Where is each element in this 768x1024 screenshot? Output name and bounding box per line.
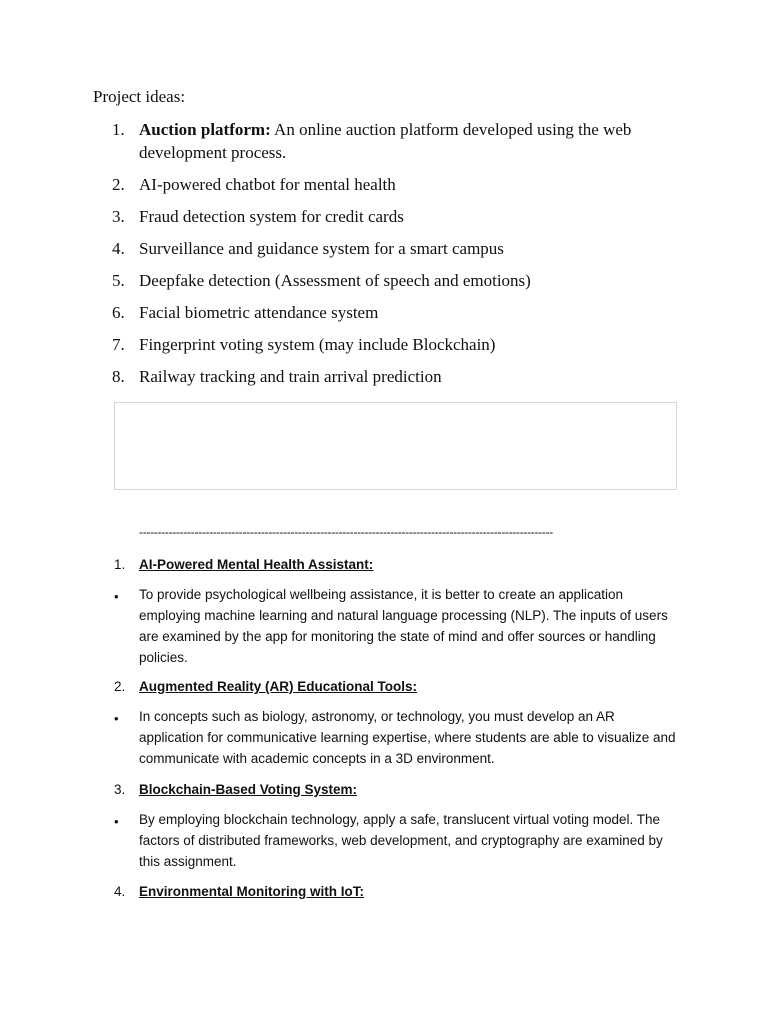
list-item-text: Railway tracking and train arrival prediction <box>139 367 442 386</box>
bullet-icon: • <box>114 814 119 829</box>
list-item-text: Surveillance and guidance system for a smart campus <box>139 239 504 258</box>
list-item <box>112 118 672 164</box>
list-item-text: Deepfake detection (Assessment of speech and emotions) <box>139 271 531 290</box>
list-item-text: AI-powered chatbot for mental health <box>139 175 396 194</box>
list-number: 3. <box>112 207 125 226</box>
list-number: 7. <box>112 335 125 354</box>
bullet-icon: • <box>114 711 119 726</box>
list-item-text: Fingerprint voting system (may include Blockchain) <box>139 335 496 354</box>
page-heading: Project ideas: <box>93 87 186 106</box>
list-item <box>112 365 672 388</box>
list-item <box>112 173 672 196</box>
list-number: 6. <box>112 303 125 322</box>
section-number: 4. <box>114 884 126 899</box>
project-ideas-list <box>112 118 672 397</box>
section-body: By employing blockchain technology, apply a safe, translucent virtual voting model. The factors of distributed frameworks, web development, and cryptography are examined by this assignment. <box>139 812 663 869</box>
list-item <box>112 269 672 292</box>
section-number: 1. <box>114 557 126 572</box>
section-title: Blockchain-Based Voting System: <box>139 782 358 797</box>
list-number: 5. <box>112 271 125 290</box>
section-body: To provide psychological wellbeing assistance, it is better to create an application employing machine learning and natural language processing (NLP). The inputs of users are examined by the app for monitoring the state of mind and offer sources or handling policies. <box>139 587 668 665</box>
section-divider: ---------------------------------------------------------------------------------------------------------------- <box>139 525 553 539</box>
list-item-bold: Auction platform: <box>139 120 271 139</box>
list-number: 4. <box>112 239 125 258</box>
list-number: 8. <box>112 367 125 386</box>
list-item <box>112 205 672 228</box>
list-item <box>112 333 672 356</box>
list-item <box>112 237 672 260</box>
list-number: 1. <box>112 120 125 139</box>
list-item-text: Facial biometric attendance system <box>139 303 379 322</box>
list-item-text: An online auction platform developed using the web development process. <box>139 120 632 162</box>
section-title: Environmental Monitoring with IoT: <box>139 884 364 899</box>
section-title: AI-Powered Mental Health Assistant: <box>139 557 374 572</box>
empty-content-box <box>114 402 677 490</box>
list-item <box>112 301 672 324</box>
section-title: Augmented Reality (AR) Educational Tools: <box>139 679 418 694</box>
section-number: 3. <box>114 782 126 797</box>
list-item-text: Fraud detection system for credit cards <box>139 207 404 226</box>
bullet-icon: • <box>114 589 119 604</box>
section-number: 2. <box>114 679 126 694</box>
list-number: 2. <box>112 175 125 194</box>
section-body: In concepts such as biology, astronomy, or technology, you must develop an AR application for communicative learning expertise, where students are able to visualize and communicate with academic concepts in a 3D environment. <box>139 709 676 766</box>
